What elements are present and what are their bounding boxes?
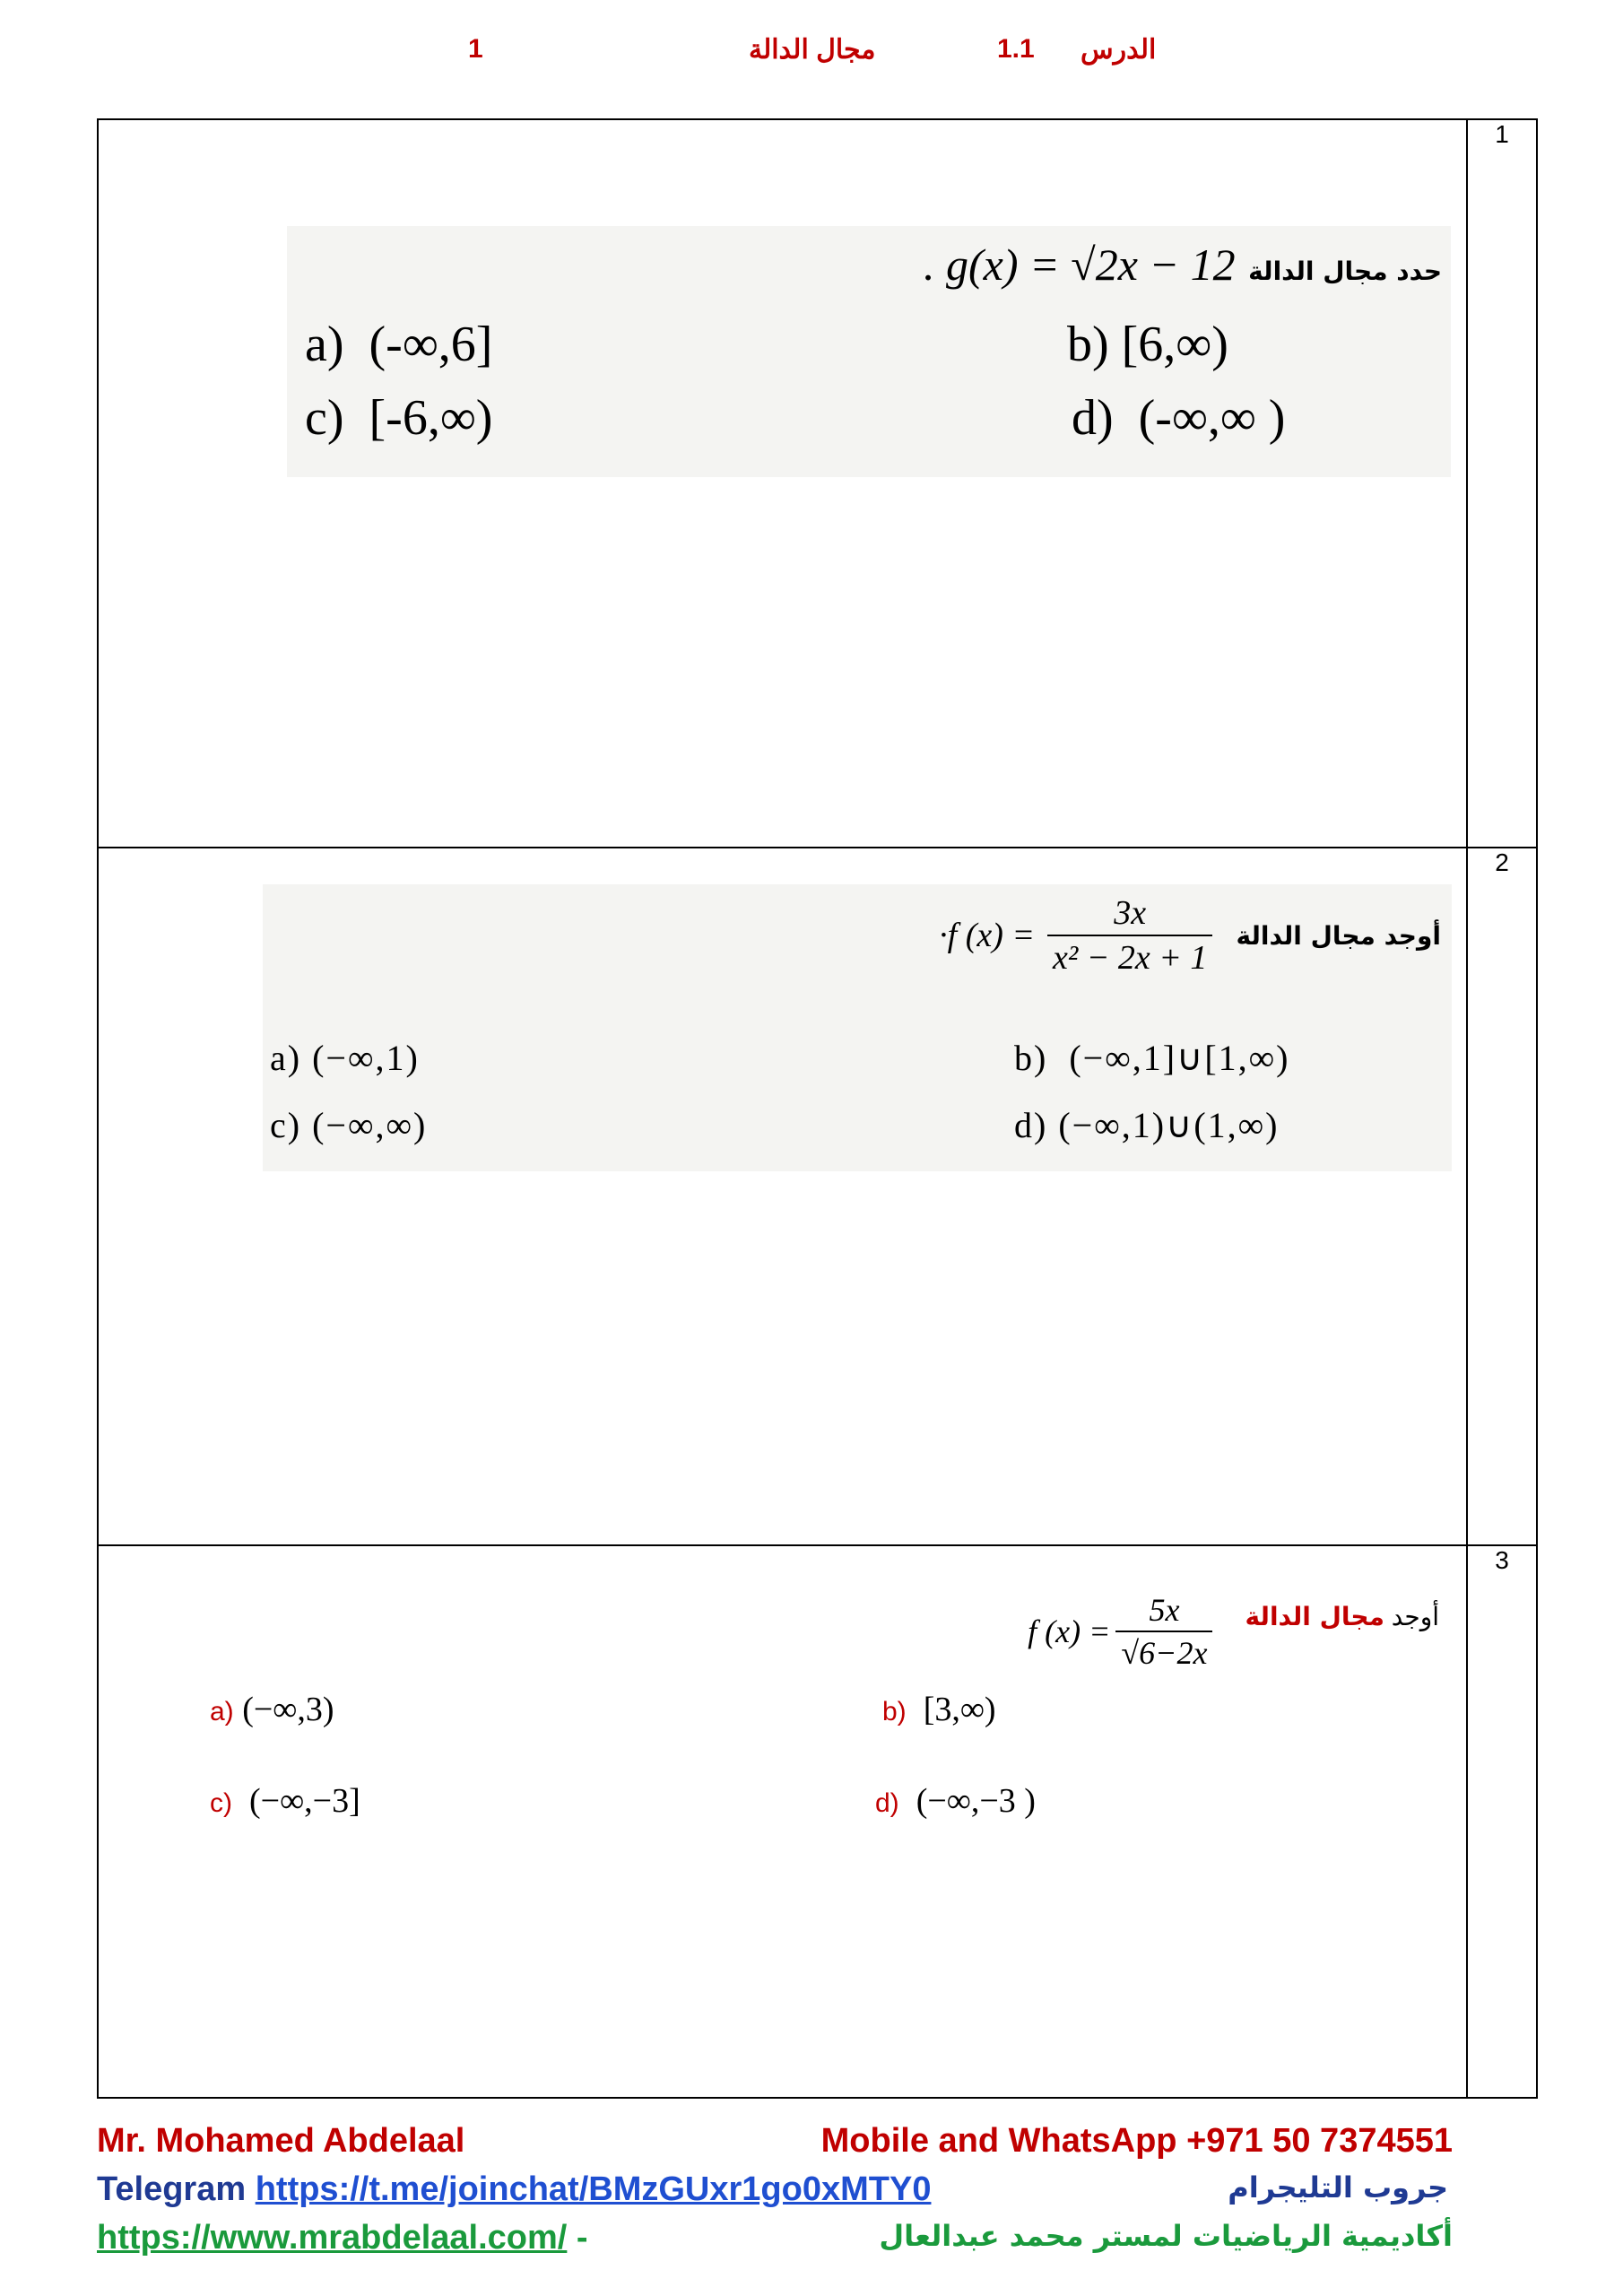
option-label: b) xyxy=(882,1697,907,1726)
option-label: d) xyxy=(1014,1105,1048,1145)
option-label: b) xyxy=(1067,317,1109,372)
contact-info: Mobile and WhatsApp +971 50 7374551 xyxy=(820,2122,1453,2160)
lesson-label: الدرس xyxy=(1081,35,1157,65)
option-value: (−∞,−3] xyxy=(249,1782,360,1820)
option-label: a) xyxy=(210,1697,234,1726)
website-link[interactable]: https://www.mrabdelaal.com/ xyxy=(97,2219,568,2257)
question-number: 3 xyxy=(1467,1545,1537,2098)
question-image xyxy=(287,226,1451,477)
question-stem xyxy=(939,893,1441,978)
option-value: [-6,∞) xyxy=(369,390,493,446)
question-prompt-highlight: مجال الدالة xyxy=(1245,1601,1384,1631)
option-d[interactable] xyxy=(1014,1104,1279,1146)
denominator: √6−2x xyxy=(1115,1631,1212,1672)
question-row xyxy=(98,1545,1537,2098)
question-content xyxy=(98,848,1467,1545)
option-value: [3,∞) xyxy=(923,1691,996,1728)
option-value: (−∞,−3 ) xyxy=(916,1782,1036,1820)
telegram-label: Telegram xyxy=(97,2170,247,2208)
formula-fraction xyxy=(1115,1591,1212,1672)
website-line xyxy=(97,2219,588,2257)
question-content xyxy=(98,119,1467,848)
question-image xyxy=(263,884,1452,1171)
website-suffix: - xyxy=(576,2219,588,2257)
question-stem xyxy=(1028,1591,1439,1672)
option-d[interactable] xyxy=(875,1781,1036,1821)
numerator: 5x xyxy=(1149,1592,1180,1628)
option-label: d) xyxy=(1072,390,1114,446)
telegram-line xyxy=(97,2170,931,2209)
option-b[interactable] xyxy=(882,1690,996,1729)
question-number: 1 xyxy=(1467,119,1537,848)
option-label: a) xyxy=(305,317,344,372)
lesson-number: 1.1 xyxy=(997,34,1035,64)
telegram-link[interactable]: https://t.me/joinchat/BMzGUxr1go0xMTY0 xyxy=(255,2170,932,2208)
option-value: (−∞,1]∪[1,∞) xyxy=(1069,1038,1290,1078)
formula-lhs: f (x) = xyxy=(1028,1613,1111,1649)
option-c[interactable] xyxy=(305,389,492,447)
formula-lhs: ·f (x) = xyxy=(939,917,1036,954)
lesson-title: مجال الدالة xyxy=(749,35,876,65)
question-row xyxy=(98,119,1537,848)
telegram-group-label: جروب التليجرام xyxy=(1228,2170,1448,2205)
question-stem xyxy=(924,239,1442,291)
option-value: (-∞,6] xyxy=(369,317,493,372)
questions-table xyxy=(97,118,1538,2099)
option-d[interactable] xyxy=(1072,389,1285,447)
option-label: a) xyxy=(270,1038,302,1078)
numerator: 3x xyxy=(1114,894,1147,932)
option-c[interactable] xyxy=(270,1104,427,1146)
option-value: (−∞,1)∪(1,∞) xyxy=(1058,1105,1280,1145)
option-a[interactable] xyxy=(270,1037,420,1079)
formula-fraction xyxy=(1047,893,1212,978)
question-prompt: حدد مجال الدالة xyxy=(1248,257,1442,286)
option-label: b) xyxy=(1014,1038,1048,1078)
question-formula: . g(x) = √2x − 12 xyxy=(924,239,1236,290)
question-number: 2 xyxy=(1467,848,1537,1545)
option-value: (−∞,∞) xyxy=(312,1105,428,1145)
option-a[interactable] xyxy=(210,1690,334,1729)
option-b[interactable] xyxy=(1067,316,1228,373)
option-a[interactable] xyxy=(305,316,492,373)
option-value: (−∞,1) xyxy=(312,1038,420,1078)
option-label: c) xyxy=(270,1105,302,1145)
option-b[interactable] xyxy=(1014,1037,1289,1079)
academy-name: أكاديمية الرياضيات لمستر محمد عبدالعال xyxy=(879,2219,1453,2253)
question-content xyxy=(98,1545,1467,2098)
option-c[interactable] xyxy=(210,1781,360,1821)
option-value: (−∞,3) xyxy=(242,1691,334,1728)
option-label: c) xyxy=(210,1788,232,1818)
option-value: (-∞,∞ ) xyxy=(1138,390,1286,446)
option-label: d) xyxy=(875,1788,899,1818)
author-name: Mr. Mohamed Abdelaal xyxy=(97,2122,465,2160)
denominator: x² − 2x + 1 xyxy=(1047,935,1212,978)
option-label: c) xyxy=(305,390,344,446)
option-value: [6,∞) xyxy=(1121,317,1228,372)
page-number: 1 xyxy=(468,34,483,64)
question-prompt: أوجد مجال الدالة xyxy=(1236,920,1441,951)
question-row xyxy=(98,848,1537,1545)
question-prompt: أوجد xyxy=(1391,1601,1439,1631)
